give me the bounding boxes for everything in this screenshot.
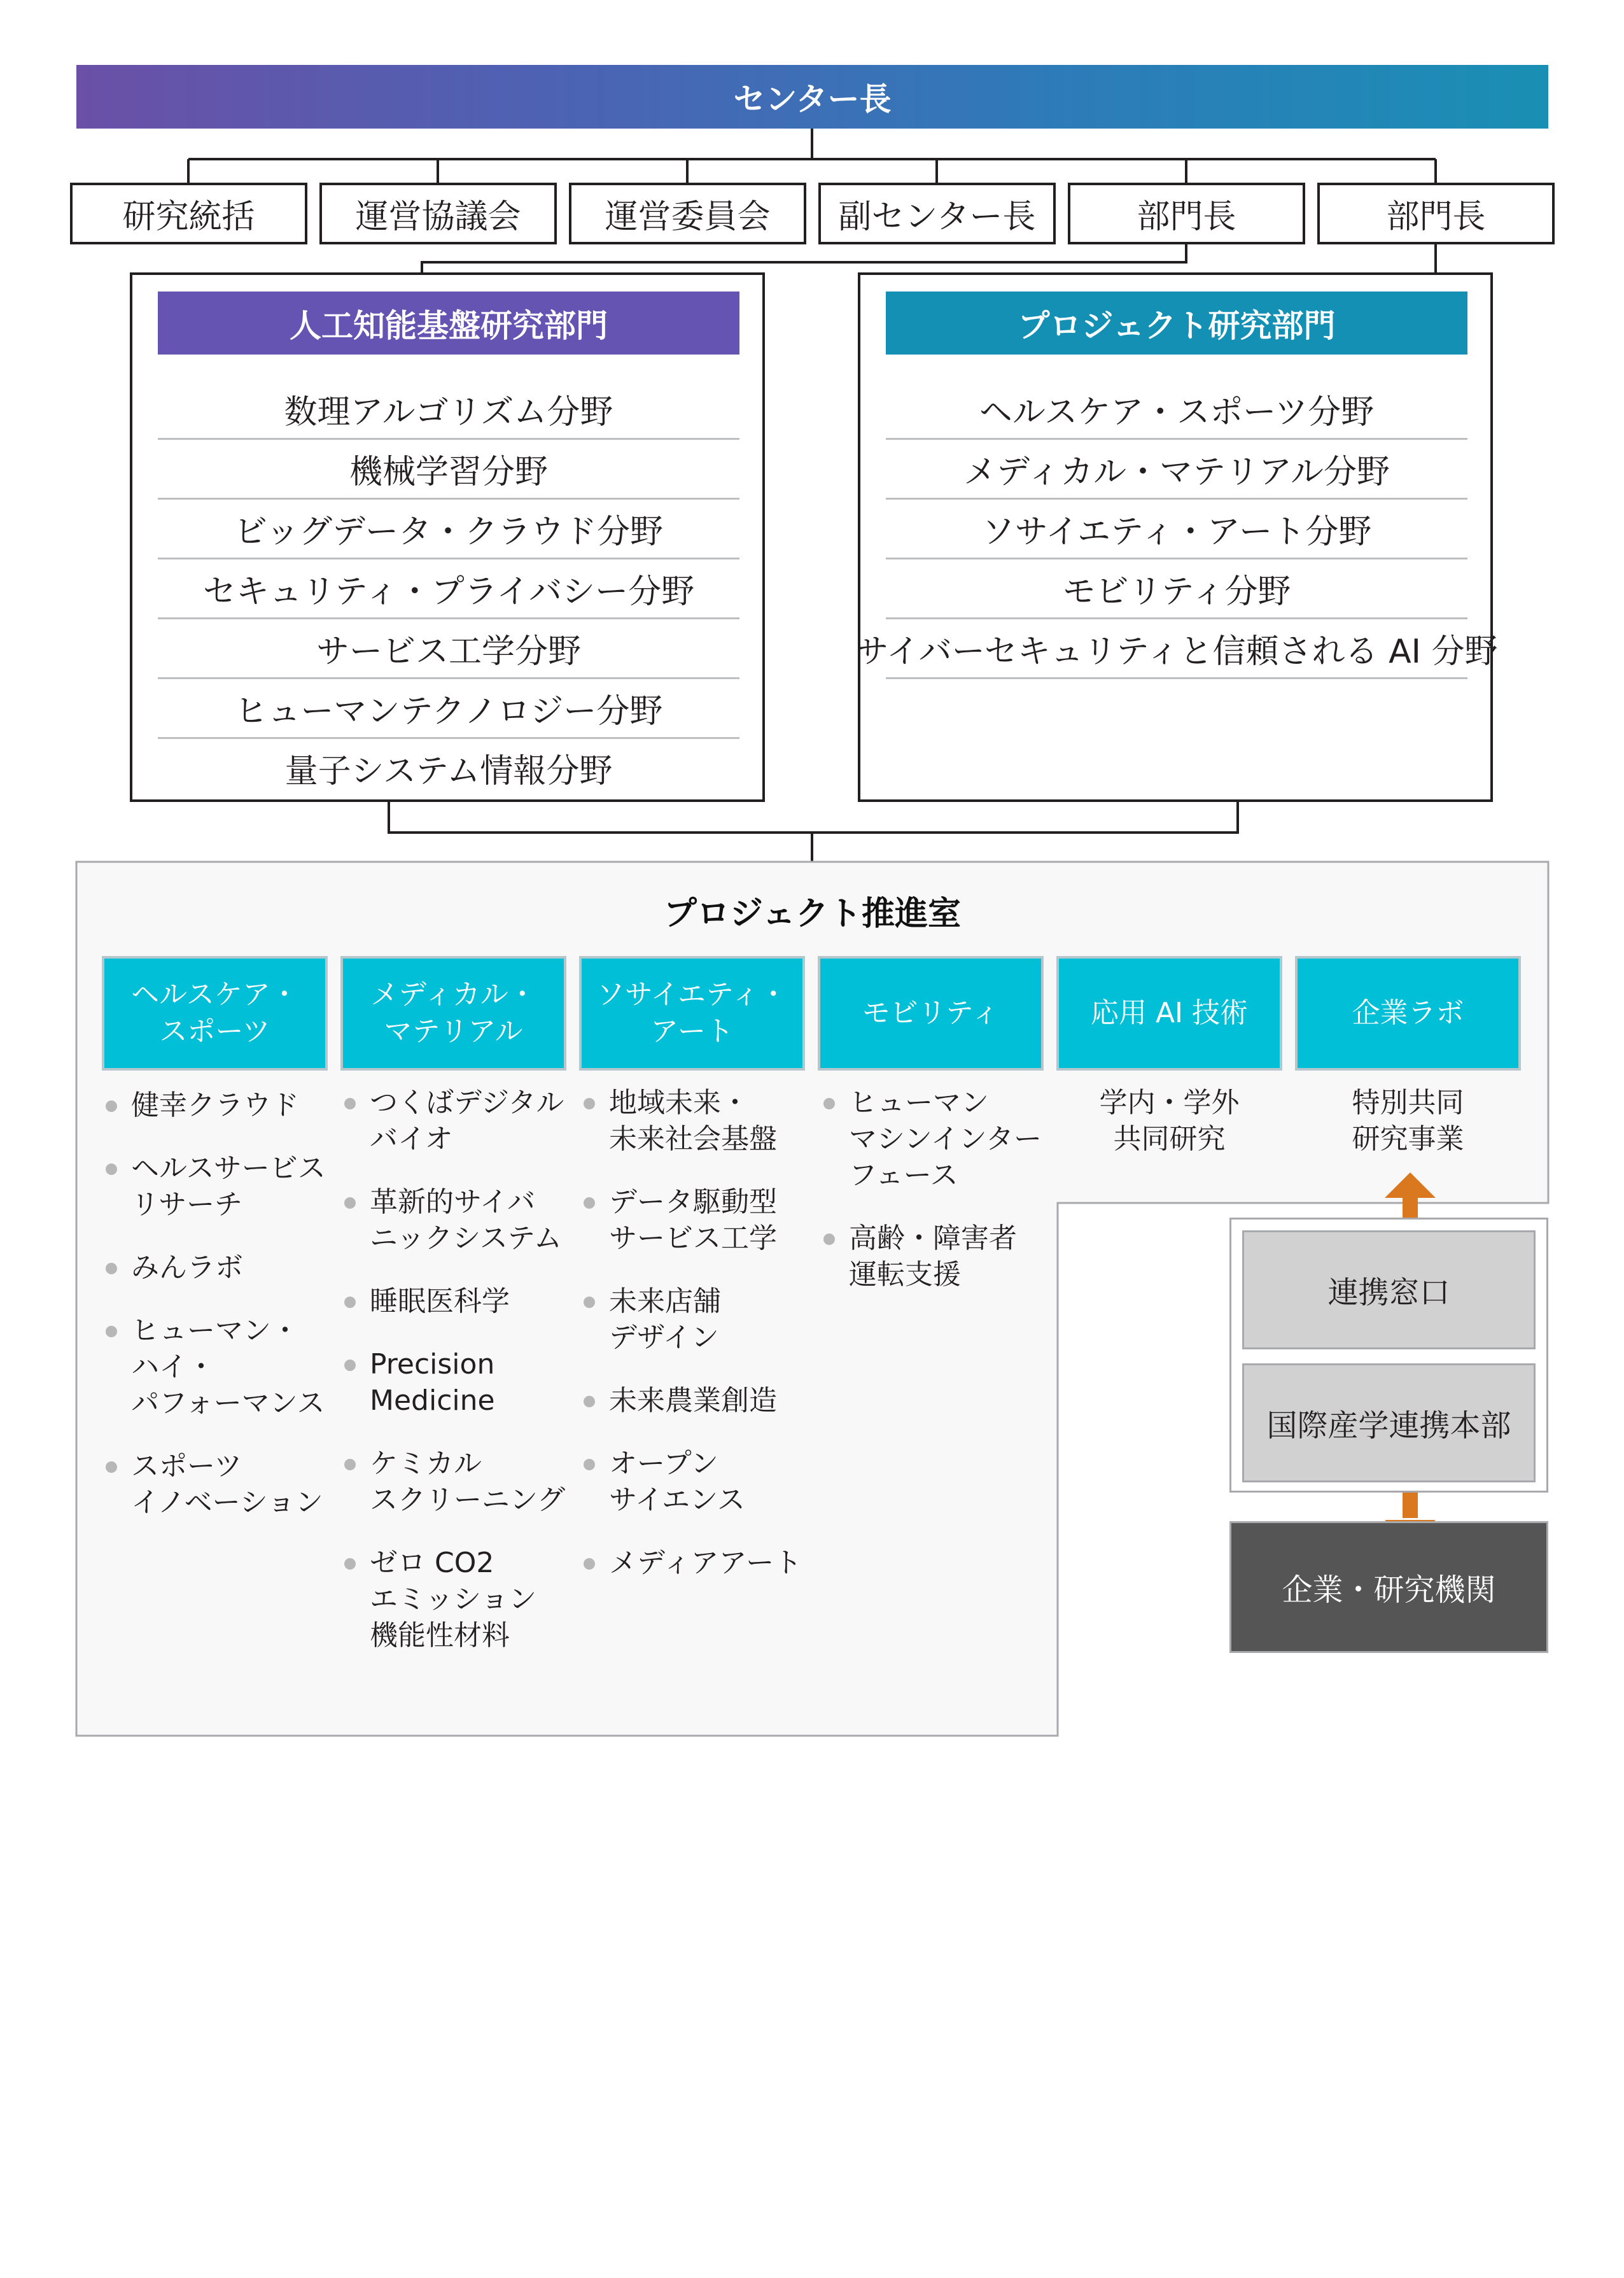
- role-label: 部門長: [1137, 198, 1236, 236]
- bullet-dot-icon: [106, 1263, 117, 1274]
- bullet-dot-icon: [106, 1164, 117, 1175]
- project-list-medical-material: [342, 1085, 577, 1680]
- project-label: ヒューマン マシンインター フェース: [849, 1086, 1042, 1192]
- project-item: [342, 1545, 577, 1654]
- field-list: [158, 380, 739, 797]
- project-item: [103, 1087, 339, 1123]
- category-mobility: [818, 956, 1044, 1071]
- project-label: 睡眠医科学: [370, 1285, 510, 1318]
- category-label: モビリティ: [862, 997, 1000, 1029]
- project-label: メディアアート: [609, 1547, 802, 1579]
- category-applied-ai: [1056, 956, 1282, 1071]
- bullet-dot-icon: [823, 1234, 835, 1245]
- bullet-dot-icon: [106, 1461, 117, 1473]
- project-list-society-art: [581, 1085, 816, 1608]
- field-item: セキュリティ・プライバシー分野: [158, 559, 739, 619]
- project-item: [581, 1445, 816, 1518]
- role-steering-committee: [569, 183, 806, 244]
- project-item: [103, 1312, 339, 1421]
- field-list: [855, 380, 1498, 679]
- bullet-dot-icon: [106, 1100, 117, 1112]
- role-label: 運営委員会: [605, 198, 771, 236]
- project-label: 未来店舗 デザイン: [609, 1285, 721, 1354]
- project-office-title: プロジェクト推進室: [664, 894, 961, 933]
- project-label: ヘルスサービス リサーチ: [131, 1152, 326, 1221]
- project-list-healthcare-sports: [103, 1087, 339, 1547]
- bullet-dot-icon: [106, 1326, 117, 1337]
- liaison-window: 連携窓口: [1242, 1230, 1536, 1349]
- field-item: サービス工学分野: [158, 619, 739, 679]
- field-item: ビッグデータ・クラウド分野: [158, 500, 739, 559]
- role-research-supervisor: [70, 183, 307, 244]
- field-item: 数理アルゴリズム分野: [158, 380, 739, 440]
- project-label: ヒューマン・ ハイ・ パフォーマンス: [131, 1314, 325, 1419]
- role-division-head-1: [1068, 183, 1305, 244]
- bullet-dot-icon: [584, 1396, 595, 1407]
- applied-ai-description: 学内・学外 共同研究: [1099, 1086, 1240, 1155]
- project-item: [103, 1249, 339, 1286]
- project-label: オープン サイエンス: [609, 1447, 745, 1516]
- field-item: 機械学習分野: [158, 440, 739, 500]
- category-label: 応用 AI 技術: [1090, 997, 1249, 1029]
- role-label: 副センター長: [838, 198, 1036, 236]
- project-label: スポーツ イノベーション: [131, 1450, 323, 1519]
- bullet-dot-icon: [344, 1098, 356, 1109]
- bullet-dot-icon: [584, 1098, 595, 1109]
- project-item: [821, 1220, 1056, 1293]
- category-label: メディカル・ マテリアル: [370, 978, 536, 1048]
- project-item: [581, 1545, 816, 1581]
- project-label: つくばデジタル バイオ: [370, 1086, 564, 1155]
- project-label: データ駆動型 サービス工学: [609, 1186, 777, 1255]
- industry-collaboration-hq: 国際産学連携本部: [1242, 1363, 1536, 1482]
- category-label: ソサイエティ・ アート: [596, 978, 788, 1048]
- project-item: [103, 1448, 339, 1521]
- project-label: 地域未来・ 未来社会基盤: [609, 1086, 777, 1155]
- category-label: 企業ラボ: [1352, 997, 1464, 1029]
- project-label: ゼロ CO2 エミッション 機能性材料: [370, 1547, 537, 1652]
- bullet-dot-icon: [344, 1459, 356, 1470]
- project-item: [342, 1445, 577, 1518]
- project-item: [342, 1283, 577, 1319]
- bullet-dot-icon: [584, 1558, 595, 1570]
- project-item: [342, 1085, 577, 1157]
- field-item: ソサイエティ・アート分野: [886, 500, 1467, 559]
- role-label: 部門長: [1386, 198, 1486, 236]
- project-item: [581, 1184, 816, 1256]
- role-steering-council: [319, 183, 557, 244]
- connector-division-left: [422, 244, 1186, 272]
- project-item: [581, 1283, 816, 1356]
- field-item: メディカル・マテリアル分野: [886, 440, 1467, 500]
- field-item: 量子システム情報分野: [284, 752, 613, 791]
- connector-divisions-bar: [389, 802, 1238, 833]
- category-label: ヘルスケア・ スポーツ: [131, 978, 298, 1048]
- center-director-label: センター長: [733, 81, 892, 118]
- center-director: [76, 65, 1548, 129]
- field-item: モビリティ分野: [886, 559, 1467, 619]
- field-item: サイバーセキュリティと信頼される AI 分野: [886, 619, 1467, 679]
- bullet-dot-icon: [344, 1197, 356, 1209]
- project-label: みんラボ: [131, 1251, 243, 1284]
- field-item: ヘルスケア・スポーツ分野: [886, 380, 1467, 440]
- project-label: 革新的サイバ ニックシステム: [370, 1186, 562, 1255]
- bullet-dot-icon: [584, 1197, 595, 1209]
- field-item: ヒューマンテクノロジー分野: [158, 679, 739, 739]
- project-item: [581, 1382, 816, 1419]
- division-title: 人工知能基盤研究部門: [158, 292, 739, 355]
- bullet-dot-icon: [823, 1098, 835, 1109]
- project-list-mobility: [821, 1085, 1056, 1319]
- project-label: Precision Medicine: [370, 1348, 495, 1417]
- category-healthcare-sports: [102, 956, 328, 1071]
- companies-research-institutions: 企業・研究機関: [1229, 1521, 1548, 1653]
- role-deputy-director: [818, 183, 1056, 244]
- project-item: [103, 1150, 339, 1223]
- corporate-lab-description: 特別共同 研究事業: [1352, 1086, 1464, 1155]
- role-label: 研究統括: [122, 198, 255, 236]
- division-project-research: [855, 272, 1498, 802]
- bullet-dot-icon: [584, 1297, 595, 1308]
- division-ai-foundation: [130, 272, 765, 802]
- category-corporate-lab: [1295, 956, 1521, 1071]
- bullet-dot-icon: [584, 1459, 595, 1470]
- project-item: [821, 1085, 1056, 1193]
- category-society-art: [579, 956, 805, 1071]
- role-label: 運営協議会: [355, 198, 521, 236]
- project-item: [581, 1085, 816, 1157]
- bullet-dot-icon: [344, 1297, 356, 1308]
- category-medical-material: [340, 956, 566, 1071]
- project-label: 高齢・障害者 運転支援: [849, 1222, 1017, 1291]
- project-label: 健幸クラウド: [131, 1089, 299, 1121]
- project-item: [342, 1346, 577, 1419]
- division-title: プロジェクト研究部門: [886, 292, 1467, 355]
- role-division-head-2: [1317, 183, 1555, 244]
- bullet-dot-icon: [344, 1558, 356, 1570]
- project-label: ケミカル スクリーニング: [370, 1447, 566, 1516]
- project-item: [342, 1184, 577, 1256]
- bullet-dot-icon: [344, 1360, 356, 1371]
- project-label: 未来農業創造: [609, 1384, 777, 1417]
